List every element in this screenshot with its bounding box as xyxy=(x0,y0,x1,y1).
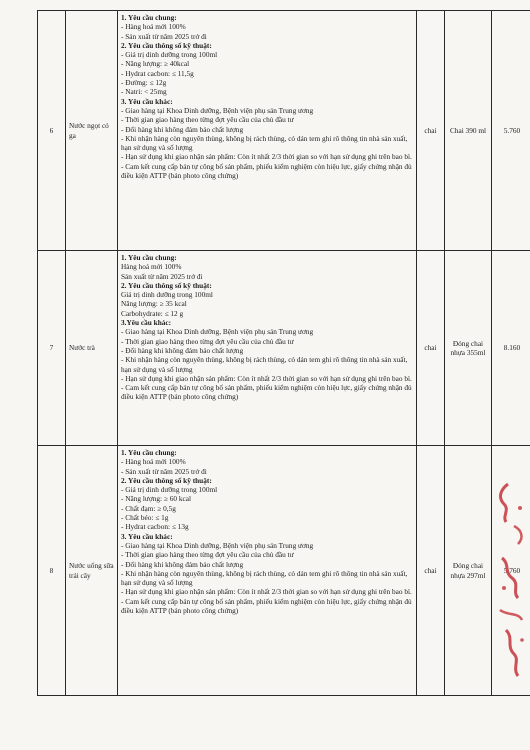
table-row xyxy=(38,446,530,696)
requirement-line: - Đổi hàng khi không đảm bảo chất lượng xyxy=(121,124,244,134)
requirement-heading: 3. Yêu cầu khác: xyxy=(121,531,173,541)
requirement-heading: 1. Yêu cầu chung: xyxy=(121,448,177,457)
requirement-heading: 3. Yêu cầu khác: xyxy=(121,96,173,106)
requirements-cell xyxy=(118,251,417,446)
requirement-line: - Thời gian giao hàng theo từng đợt yêu cầu của chủ đầu tư xyxy=(121,336,294,346)
requirement-line: - Đổi hàng khi không đảm bảo chất lượng xyxy=(121,559,244,569)
requirement-line: - Chất béo: ≤ 1g xyxy=(121,513,169,523)
requirement-line: - Khi nhận hàng còn nguyên thùng, không bị rách thùng, có dán tem ghi rõ thông tin nhà sản xuất, hạn sử dụng và số lượng xyxy=(121,133,408,153)
requirement-line: - Hydrat cacbon: ≤ 11,5g xyxy=(121,68,194,78)
requirement-heading: 2. Yêu cầu thông số kỹ thuật: xyxy=(121,40,212,50)
requirement-line: - Giao hàng tại Khoa Dinh dưỡng, Bệnh viện phụ sản Trung ương xyxy=(121,327,314,337)
requirements-cell xyxy=(118,446,417,696)
unit-cell: chai xyxy=(417,251,445,446)
requirement-line: Carbohydrate: ≤ 12 g xyxy=(121,308,184,318)
product-name-cell: Nước uống sữa trái cây xyxy=(66,446,118,696)
table-row xyxy=(38,251,530,446)
requirement-line: - Cam kết cung cấp bản tự công bố sản phẩm, phiếu kiểm nghiệm còn hiệu lực, giấy chứng nhận đủ điều kiện ATTP (bản photo công chứng) xyxy=(121,383,412,402)
requirement-line: - Hạn sử dụng khi giao nhận sản phẩm: Còn ít nhất 2/3 thời gian so với hạn sử dụng ghi trên bao bì. xyxy=(121,152,412,162)
unit-cell: chai xyxy=(417,446,445,696)
quantity-cell: 5.760 xyxy=(492,11,530,251)
requirement-heading: 1. Yêu cầu chung: xyxy=(121,253,177,262)
packaging-cell: Chai 390 ml xyxy=(445,11,492,251)
table-row xyxy=(38,11,530,251)
requirement-line: - Hạn sử dụng khi giao nhận sản phẩm: Còn ít nhất 2/3 thời gian so với hạn sử dụng ghi trên bao bì. xyxy=(121,373,412,383)
specification-table-body xyxy=(38,11,530,696)
requirement-heading: 2. Yêu cầu thông số kỹ thuật: xyxy=(121,280,212,290)
requirement-line: - Đổi hàng khi không đảm bảo chất lượng xyxy=(121,345,244,355)
requirement-line: - Cam kết cung cấp bản tự công bố sản phẩm, phiếu kiểm nghiệm còn hiệu lực, giấy chứng nhận đủ điều kiện ATTP (bản photo công chứng) xyxy=(121,161,412,181)
requirement-heading: 2. Yêu cầu thông số kỹ thuật: xyxy=(121,475,212,485)
requirement-line: - Năng lượng: ≥ 60 kcal xyxy=(121,494,191,504)
requirement-line: - Giá trị dinh dưỡng trong 100ml xyxy=(121,50,218,60)
requirement-line: - Hàng hoá mới 100% xyxy=(121,457,186,467)
product-name-cell: Nước ngọt có ga xyxy=(66,11,118,251)
requirement-line: - Hydrat cacbon: ≤ 13g xyxy=(121,522,189,532)
row-number-cell: 8 xyxy=(38,446,66,696)
requirement-line: - Hạn sử dụng khi giao nhận sản phẩm: Còn ít nhất 2/3 thời gian so với hạn sử dụng ghi trên bao bì. xyxy=(121,587,412,597)
requirements-cell xyxy=(118,11,417,251)
requirement-line: Giá trị dinh dưỡng trong 100ml xyxy=(121,290,213,300)
requirement-line: - Thời gian giao hàng theo từng đợt yêu cầu của chủ đầu tư xyxy=(121,115,294,125)
requirement-line: - Đường: ≤ 12g xyxy=(121,78,167,88)
requirement-line: - Hàng hoá mới 100% xyxy=(121,22,186,32)
unit-cell: chai xyxy=(417,11,445,251)
row-number-cell: 7 xyxy=(38,251,66,446)
packaging-cell: Đóng chai nhựa 297ml xyxy=(445,446,492,696)
specification-table xyxy=(37,10,530,696)
quantity-cell: 5.760 xyxy=(492,446,530,696)
requirement-heading: 3.Yêu cầu khác: xyxy=(121,318,172,328)
red-stamp-fragment xyxy=(494,480,530,690)
row-number-cell: 6 xyxy=(38,11,66,251)
requirement-line: - Cam kết cung cấp bản tự công bố sản phẩm, phiếu kiểm nghiệm còn hiệu lực, giấy chứng nhận đủ điều kiện ATTP (bản photo công chứng) xyxy=(121,596,412,616)
requirement-line: - Khi nhận hàng còn nguyên thùng, không bị rách thùng, có dán tem ghi rõ thông tin nhà sản xuất, hạn sử dụng và số lượng xyxy=(121,355,408,374)
requirement-line: - Năng lượng: ≥ 40kcal xyxy=(121,59,190,69)
requirement-line: Hàng hoá mới 100% xyxy=(121,262,182,272)
requirement-line: - Sản xuất từ năm 2025 trở đi xyxy=(121,466,207,476)
requirement-line: - Giao hàng tại Khoa Dinh dưỡng, Bệnh viện phụ sản Trung ương xyxy=(121,540,314,550)
requirement-heading: 1. Yêu cầu chung: xyxy=(121,13,177,22)
requirement-line: Sản xuất từ năm 2025 trở đi xyxy=(121,271,203,281)
requirement-line: - Khi nhận hàng còn nguyên thùng, không bị rách thùng, có dán tem ghi rõ thông tin nhà sản xuất, hạn sử dụng và số lượng xyxy=(121,568,408,588)
packaging-cell: Đóng chai nhựa 355ml xyxy=(445,251,492,446)
requirement-line: - Natri: < 25mg xyxy=(121,87,167,97)
requirement-line: - Giao hàng tại Khoa Dinh dưỡng, Bệnh viện phụ sản Trung ương xyxy=(121,105,314,115)
requirement-line: - Sản xuất từ năm 2025 trở đi xyxy=(121,31,207,41)
requirement-line: - Giá trị dinh dưỡng trong 100ml xyxy=(121,485,218,495)
quantity-cell: 8.160 xyxy=(492,251,530,446)
requirement-line: Năng lượng: ≥ 35 kcal xyxy=(121,299,187,309)
requirement-line: - Thời gian giao hàng theo từng đợt yêu cầu của chủ đầu tư xyxy=(121,550,294,560)
requirement-line: - Chất đạm: ≥ 0,5g xyxy=(121,503,176,513)
product-name-cell: Nước trà xyxy=(66,251,118,446)
